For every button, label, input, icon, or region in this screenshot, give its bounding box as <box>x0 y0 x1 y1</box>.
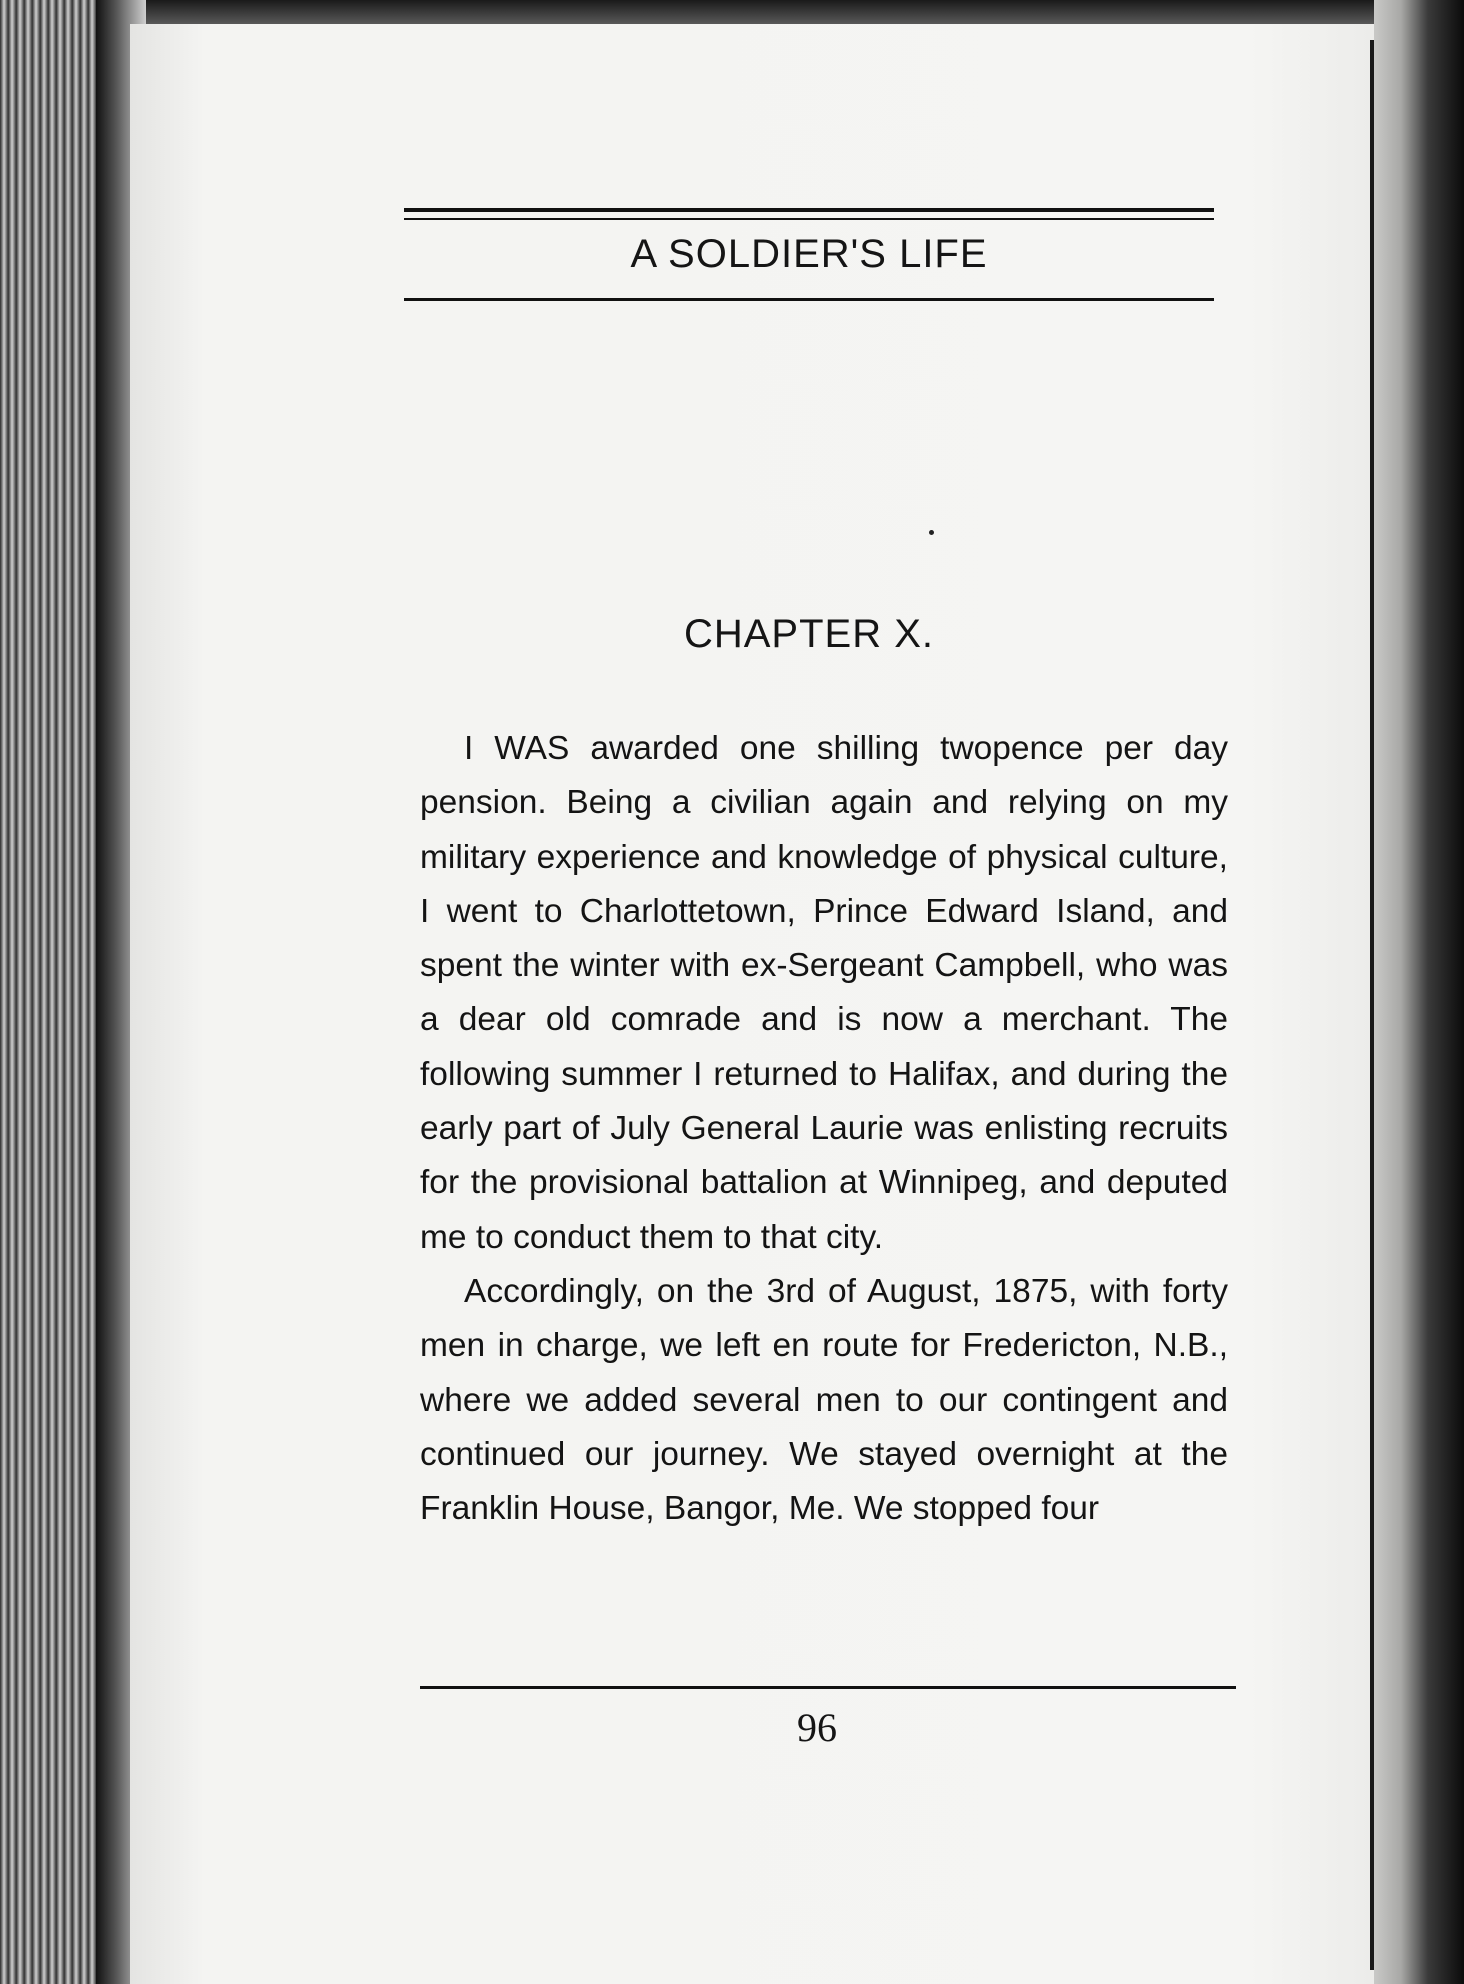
header-rule-bottom <box>404 298 1214 301</box>
paragraph-1: I WAS awarded one shilling twopence per day pension. Being a civilian again and relying on my military experience and knowledge of physical culture, I went to Charlottetown, Prince Edward Island, and spent the winter with ex-Sergeant Campbell, who was a dear old comrade and is now a merchant. The following summer I returned to Halifax, and during the early part of July General Laurie was enlisting recruits for the provisional battalion at Winnipeg, and deputed me to conduct them to that city. <box>420 730 1228 1256</box>
header-rule-top-thin <box>404 218 1214 220</box>
chapter-body <box>420 722 1228 1536</box>
scan-speck <box>929 530 934 535</box>
footer-rule <box>420 1686 1236 1689</box>
right-page-line <box>1370 40 1374 1970</box>
page-number: 96 <box>797 1705 837 1750</box>
paragraph-2: Accordingly, on the 3rd of August, 1875, with forty men in charge, we left en route for Fredericton, N.B., where we added several men to our contingent and continued our journey. We stayed overnight at the Franklin House, Bangor, Me. We stopped four <box>420 1272 1228 1528</box>
header-rule-top-thick <box>404 208 1214 212</box>
running-head: A SOLDIER'S LIFE <box>630 232 988 276</box>
scan-top-border <box>0 0 1464 24</box>
right-page-edge <box>1374 0 1464 1984</box>
chapter-title: CHAPTER X. <box>683 612 935 656</box>
